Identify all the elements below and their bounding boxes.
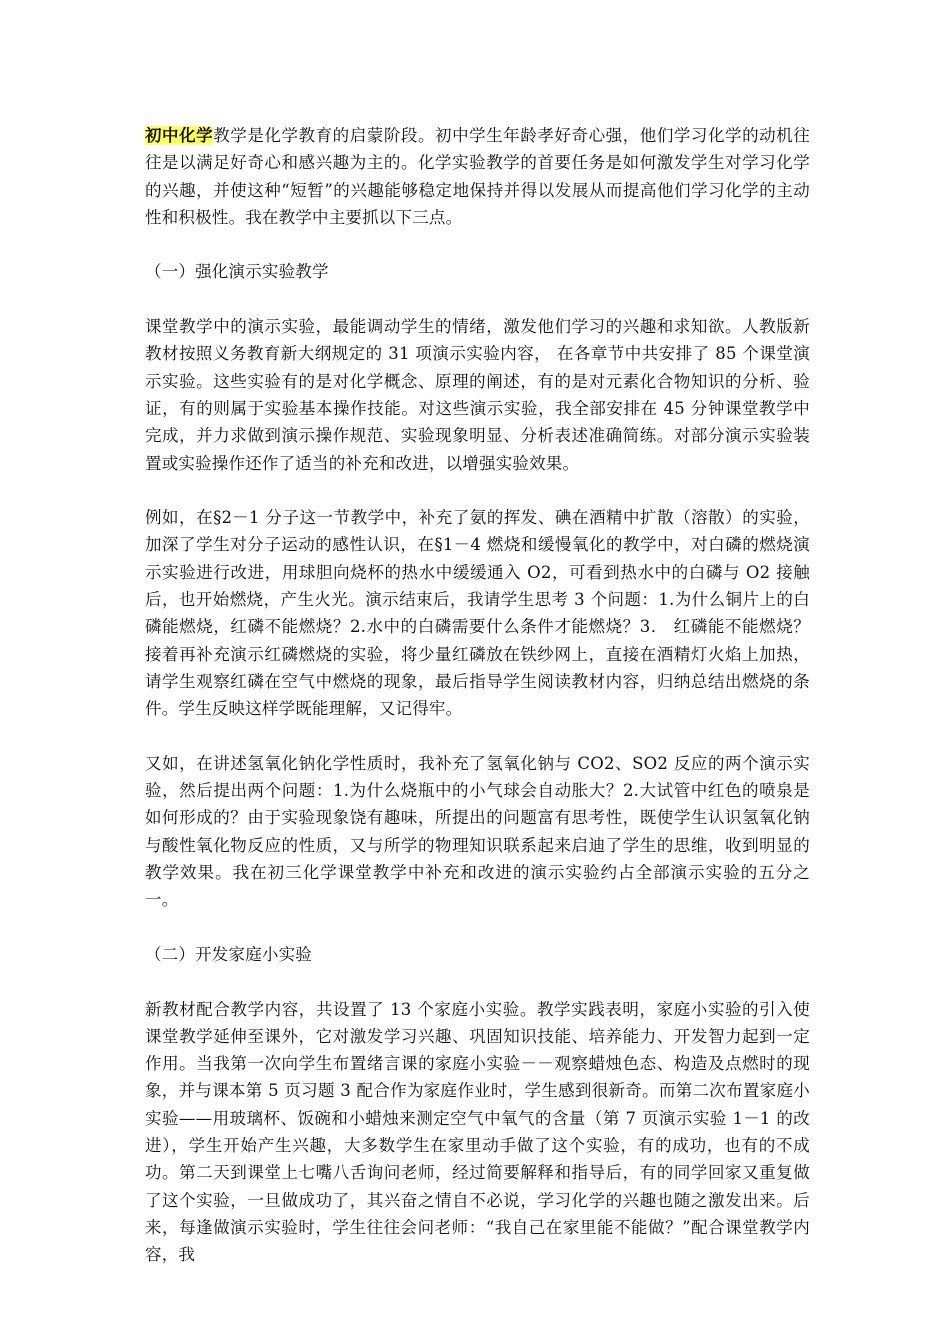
intro-paragraph: [145, 122, 810, 231]
section2-paragraph-1: 新教材配合教学内容，共设置了 13 个家庭小实验。教学实践表明，家庭小实验的引入使课堂教学延伸至课外，它对激发学习兴趣、巩固知识技能、培养能力、开发智力起到一定作用。当我第一次向学生布置绪言课的家庭小实验－－观察蜡烛色态、构造及点燃时的现象，并与课本第 5 页习题 3 配合作为家庭作业时，学生感到很新奇。而第二次布置家庭小实验——用玻璃杯、饭碗和小蜡烛来测定空气中氧气的含量（第 7 页演示实验 1－1 的改进），学生开始产生兴趣，大多数学生在家里动手做了这个实验，有的成功，也有的不成功。第二天到课堂上七嘴八舌询问老师，经过简要解释和指导后，有的同学回家又重复做了这个实验，一旦做成功了，其兴奋之情自不必说，学习化学的兴趣也随之激发出来。后来，每逢做演示实验时，学生往往会问老师：“我自己在家里能不能做？”配合课堂教学内容，我: [145, 999, 810, 1265]
document-body: [145, 122, 810, 1296]
highlighted-keyword: 初中化学: [145, 126, 214, 145]
section-heading-2: （二）开发家庭小实验: [145, 944, 312, 964]
section1-paragraph-2: 例如，在§2－1 分子这一节教学中，补充了氨的挥发、碘在酒精中扩散（溶散）的实验，加深了学生对分子运动的感性认识，在§1－4 燃烧和缓慢氧化的教学中，对白磷的燃烧演示实验进行改进，用球胆向烧杯的热水中缓缓通入 O2，可看到热水中的白磷与 O2 接触后，也开始燃烧，产生火光。演示结束后，我请学生思考 3 个问题：1.为什么铜片上的白磷能燃烧，红磷不能燃烧？2.水中的白磷需要什么条件才能燃烧？3． 红磷能不能燃烧？接着再补充演示红磷燃烧的实验，将少量红磷放在铁纱网上，直接在酒精灯火焰上加热，请学生观察红磷在空气中燃烧的现象，最后指导学生阅读教材内容，归纳总结出燃烧的条件。学生反映这样学既能理解，又记得牢。: [145, 508, 810, 719]
section1-paragraph-1: 课堂教学中的演示实验，最能调动学生的情绪，激发他们学习的兴趣和求知欲。人教版新教材按照义务教育新大纲规定的 31 项演示实验内容， 在各章节中共安排了 85 个课堂演示实验。这些实验有的是对化学概念、原理的阐述，有的是对元素化合物知识的分析、验证，有的则属于实验基本操作技能。对这些演示实验，我全部安排在 45 分钟课堂教学中完成，并力求做到演示操作规范、实验现象明显、分析表述准确简练。对部分演示实验装置或实验操作还作了适当的补充和改进，以增强实验效果。: [145, 317, 810, 473]
intro-text: 教学是化学教育的启蒙阶段。初中学生年龄孝好奇心强，他们学习化学的动机往往是以满足好奇心和感兴趣为主的。化学实验教学的首要任务是如何激发学生对学习化学的兴趣，并使这种“短暂”的兴趣能够稳定地保持并得以发展从而提高他们学习化学的主动性和积极性。我在教学中主要抓以下三点。: [145, 126, 810, 227]
section-heading-1: （一）强化演示实验教学: [145, 262, 329, 282]
section1-paragraph-3: 又如，在讲述氢氧化钠化学性质时，我补充了氢氧化钠与 CO2、SO2 反应的两个演示实验，然后提出两个问题：1.为什么烧瓶中的小气球会自动胀大？2.大试管中红色的喷泉是如何形成的？由于实验现象饶有趣味，所提出的问题富有思考性，既使学生认识氢氧化钠与酸性氧化物反应的性质，又与所学的物理知识联系起来启迪了学生的思维，收到明显的教学效果。我在初三化学课堂教学中补充和改进的演示实验约占全部演示实验的五分之一。: [145, 753, 810, 910]
